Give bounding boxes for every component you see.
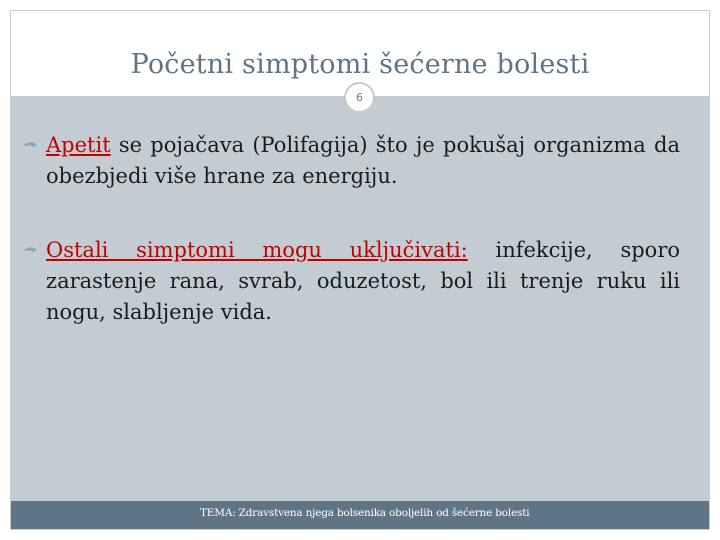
bullet-keyword: Ostali simptomi mogu uključivati: [46, 238, 468, 262]
slide-title: Početni simptomi šećerne bolesti [130, 49, 590, 80]
bullet-keyword: Apetit [46, 133, 111, 157]
bullet-item-ostali-simptomi [46, 235, 680, 328]
bullet-item-apetit [46, 130, 680, 192]
bullet-text: se pojačava (Polifagija) što je pokušaj organizma da obezbjedi više hrane za energiju. [46, 133, 680, 188]
footer-text: TEMA: Zdravstvena njega bolsenika oboljelih od šećerne bolesti [200, 507, 530, 519]
bullet-text: infekcije, sporo zarastenje rana, svrab, oduzetost, bol ili trenje ruku ili nogu, slabljenje vida. [46, 238, 681, 324]
arrow-bullet-icon [22, 246, 38, 256]
arrow-bullet-icon [22, 141, 38, 151]
page-number: 6 [344, 82, 375, 113]
